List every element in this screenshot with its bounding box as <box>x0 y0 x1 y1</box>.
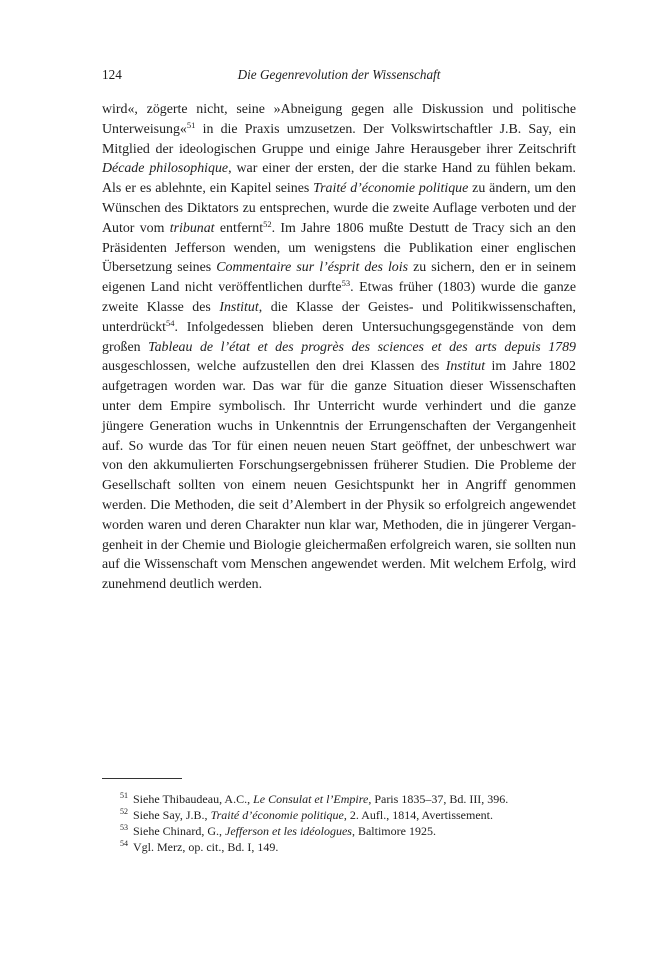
footnote-title: Le Consulat et l’Empire <box>253 792 369 806</box>
text-run: ausgeschlossen, welche aufzustellen den drei Klassen des <box>102 359 446 375</box>
main-text <box>102 100 576 595</box>
footnote-text: , Baltimore 1925. <box>351 824 436 838</box>
text-run: . Etwas früher (1803) wurde die ganze zweite Klasse des <box>102 280 576 315</box>
term-institut: Institut <box>445 359 486 375</box>
footnote-separator <box>102 778 182 779</box>
footnote-52: 52 Siehe Say, J.B., Traité d’économie politique, 2. Aufl., 1814, Avertissement. <box>120 807 493 822</box>
footnote-54: 54 Vgl. Merz, op. cit., Bd. I, 149. <box>120 839 279 854</box>
text-run: entfernt <box>214 220 264 236</box>
footnote-text: , Paris 1835–37, Bd. III, 396. <box>368 792 509 806</box>
text-run: , war einer der ersten, der die starke Hand zu fühlen bekam. Als er es ablehnte, ein Kapitel seines <box>102 161 576 197</box>
text-run: . Infolgedessen blieben deren Untersuchungsgegenstände von dem großen <box>102 319 576 355</box>
text-run: zu ändern, um den Wünschen des Diktators zu entsprechen, wurde die zweite Auflage verboten und der Autor vom <box>102 181 576 236</box>
title-commentaire: Commentaire sur l’ésprit des lois <box>216 260 409 276</box>
text-run: zu sichern, den er in seinem eigenen Land nicht veröffentlichen durfte <box>102 260 576 296</box>
footnotes <box>102 791 576 855</box>
text-run: , die Klasse der Geistes- und Politikwissenschaften, unterdrückt <box>102 299 576 335</box>
text-run: wird«, zögerte nicht, seine »Abneigung gegen alle Diskussion und politische Unterweisung« <box>102 102 576 137</box>
footnote-ref-52[interactable]: 52 <box>263 218 272 229</box>
footnote-ref-51[interactable]: 51 <box>186 119 196 130</box>
footnote-text: , 2. Aufl., 1814, Avertissement. <box>343 808 493 822</box>
running-header <box>102 67 576 87</box>
term-institut: Institut <box>219 299 259 315</box>
footnote-title: Jefferson et les idéologues <box>225 824 352 838</box>
text-run: im Jahre 1802 aufgetragen worden war. Das war für die ganze Situation dieser Wissenschaften unter dem Empire symbolisch. Ihr Unterricht wurde verhindert und die ganze jüngere Generation wuchs in Unkenntnis der Errungenschaften der Vergangenheit auf. So wurde das Tor für einen neuen neuen Start geöffnet, der unbeschwert war von den akkumulierten Forschungsergebnissen früherer Studien. Die Probleme der Gesellschaft sollten von einem neuen Gesichtspunkt her in Angriff genommen werden. Die Methoden, die seit d’Alembert in der Physik so erfolgreich angewendet worden waren und deren Charakter nun klar war, Methoden, die in jüngerer Vergangenheit in der Chemie und Biologie gleichermaßen erfolgreich waren, sie sollten nun auf die Wissenschaft vom Menschen angewendet werden. Mit welchem Erfolg, wird zunehmend deutlich werden. <box>102 359 576 593</box>
text-run: in die Praxis umzusetzen. Der Volkswirtschaftler J.B. Say, ein Mitglied der ideologischen Gruppe und einige Jahre Herausgeber ihrer Zeitschrift <box>102 121 576 157</box>
footnote-text: Siehe Thibaudeau, A.C., <box>133 792 254 806</box>
running-title: Die Gegenrevolution der Wissenschaft <box>237 67 441 82</box>
footnote-title: Traité d’économie politique <box>210 808 344 822</box>
term-tribunat: tribunat <box>169 220 215 236</box>
footnote-51: 51 Siehe Thibaudeau, A.C., Le Consulat et l’Empire, Paris 1835–37, Bd. III, 396. <box>120 791 509 806</box>
page-number: 124 <box>102 67 122 82</box>
footnote-ref-53[interactable]: 53 <box>341 278 351 289</box>
title-decade-philosophique: Décade philosophique <box>102 161 229 177</box>
title-tableau: Tableau de l’état et des progrès des sciences et des arts depuis 1789 <box>148 339 577 355</box>
text-run: . Im Jahre 1806 mußte Destutt de Tracy sich an den Präsidenten Jefferson wenden, um wenigstens die Publikation einer englischen Übersetzung seines <box>102 220 576 276</box>
footnote-text: Siehe Chinard, G., <box>133 824 225 838</box>
footnote-text: Vgl. Merz, op. cit., Bd. I, 149. <box>133 840 279 854</box>
footnote-ref-54[interactable]: 54 <box>166 317 175 328</box>
footnote-text: Siehe Say, J.B., <box>133 808 211 822</box>
footnote-53: 53 Siehe Chinard, G., Jefferson et les idéologues, Baltimore 1925. <box>120 823 436 838</box>
body-paragraph <box>102 100 576 595</box>
title-traite: Traité d’économie politique <box>313 181 469 197</box>
